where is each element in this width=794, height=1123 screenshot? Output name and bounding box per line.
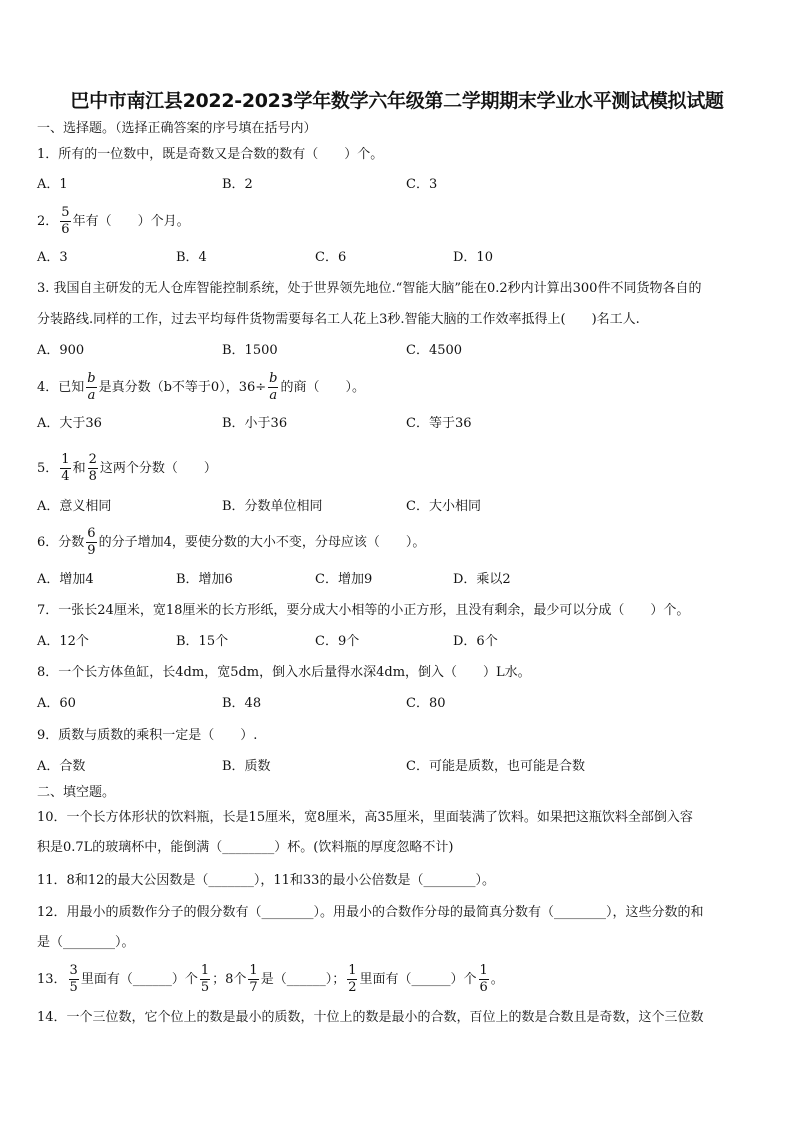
- question-12-line-2: 是（________）。: [37, 935, 135, 950]
- question-8: 8．一个长方体鱼缸，长4dm，宽5dm，倒入水后量得水深4dm，倒入（ ）L水。: [37, 665, 531, 680]
- option-4c: C．等于36: [406, 416, 472, 431]
- section-heading-fill: 二、填空题。: [37, 785, 116, 800]
- section-heading-choice: 一、选择题。（选择正确答案的序号填在括号内）: [37, 121, 317, 136]
- question-14: 14．一个三位数，它个位上的数是最小的质数，十位上的数是最小的合数，百位上的数是合数且是奇数，这个三位数: [37, 1010, 704, 1025]
- option-6a: A．增加4: [37, 572, 94, 587]
- question-6-text: 的分子增加4，要使分数的大小不变，分母应该（ ）。: [98, 535, 426, 550]
- question-13-text-5: 。: [490, 972, 504, 987]
- option-8c: C．80: [406, 696, 446, 711]
- option-1c: C．3: [406, 177, 438, 192]
- question-13: [37, 963, 504, 996]
- question-13-text-3: 是（______）；: [260, 972, 346, 987]
- question-4: [37, 371, 365, 404]
- question-4-prefix: 4．已知: [37, 380, 85, 395]
- fraction-1-2: [347, 963, 357, 996]
- option-4b: B．小于36: [222, 416, 288, 431]
- fraction-numerator: 3: [69, 963, 78, 978]
- fraction-numerator: 5: [61, 205, 70, 220]
- option-5c: C．大小相同: [406, 499, 481, 514]
- option-3a: A．900: [37, 343, 85, 358]
- fraction-numerator: 1: [348, 963, 357, 978]
- option-8b: B．48: [222, 696, 262, 711]
- option-2d: D．10: [453, 250, 493, 265]
- option-1b: B．2: [222, 177, 253, 192]
- question-6-prefix: 6．分数: [37, 535, 85, 550]
- option-9b: B．质数: [222, 759, 271, 774]
- question-3-line-2: 分装路线.同样的工作，过去平均每件货物需要每名工人花上3秒.智能大脑的工作效率抵得上( )名工人.: [37, 312, 640, 327]
- fraction-numerator: 1: [61, 452, 70, 467]
- fraction-denominator: 5: [69, 980, 78, 995]
- question-9: 9．质数与质数的乘积一定是（ ）.: [37, 728, 258, 743]
- option-6b: B．增加6: [176, 572, 233, 587]
- fraction-1-4: [60, 452, 70, 485]
- fraction-numerator: 1: [200, 963, 210, 978]
- question-11: 11．8和12的最大公因数是（_______），11和33的最小公倍数是（________）。: [37, 873, 495, 888]
- fraction-6-9: [86, 526, 96, 559]
- question-2: [37, 205, 190, 238]
- option-6c: C．增加9: [315, 572, 373, 587]
- fraction-numerator: b: [87, 371, 96, 386]
- question-6: [37, 526, 425, 559]
- fraction-denominator: 7: [249, 980, 258, 995]
- question-1: 1．所有的一位数中，既是奇数又是合数的数有（ ）个。: [37, 147, 384, 162]
- option-8a: A．60: [37, 696, 76, 711]
- question-5: [37, 452, 217, 485]
- fraction-denominator: a: [269, 388, 278, 403]
- question-3-line-1: 3. 我国自主研发的无人仓库智能控制系统，处于世界领先地位.“智能大脑”能在0.2秒内计算出300件不同货物各自的: [37, 281, 702, 296]
- option-9c: C．可能是质数，也可能是合数: [406, 759, 585, 774]
- option-7a: A．12个: [37, 634, 89, 649]
- option-2a: A．3: [37, 250, 68, 265]
- fraction-denominator: 8: [88, 469, 97, 484]
- option-2c: C．6: [315, 250, 347, 265]
- fraction-denominator: 6: [61, 222, 70, 237]
- question-10-line-1: 10．一个长方体形状的饮料瓶，长是15厘米，宽8厘米，高35厘米，里面装满了饮料。如果把这瓶饮料全部倒入容: [37, 810, 693, 825]
- question-13-text-1: 里面有（______）个: [80, 972, 198, 987]
- question-4-text: 的商（ ）。: [280, 380, 365, 395]
- question-5-text: 这两个分数（ ）: [99, 461, 217, 476]
- fraction-denominator: 5: [200, 980, 210, 995]
- fraction-b-a-2: [268, 371, 278, 404]
- option-2b: B．4: [176, 250, 207, 265]
- question-13-prefix: 13．: [37, 972, 67, 987]
- question-12-line-1: 12．用最小的质数作分子的假分数有（________）。用最小的合数作分母的最简真分数有（________），这些分数的和: [37, 905, 704, 920]
- fraction-5-6: [60, 205, 70, 238]
- option-3c: C．4500: [406, 343, 463, 358]
- option-5b: B．分数单位相同: [222, 499, 323, 514]
- fraction-1-7: [248, 963, 258, 996]
- fraction-1-6: [479, 963, 489, 996]
- question-2-text: 年有（ ）个月。: [72, 214, 190, 229]
- option-7c: C．9个: [315, 634, 360, 649]
- fraction-2-8: [88, 452, 98, 485]
- fraction-numerator: 1: [479, 963, 488, 978]
- option-7d: D．6个: [453, 634, 498, 649]
- question-13-text-2: ；8个: [212, 972, 247, 987]
- fraction-numerator: 2: [88, 452, 97, 467]
- option-7b: B．15个: [176, 634, 229, 649]
- fraction-denominator: 6: [479, 980, 488, 995]
- fraction-denominator: a: [87, 388, 96, 403]
- option-6d: D．乘以2: [453, 572, 511, 587]
- question-5-prefix: 5．: [37, 461, 59, 476]
- option-3b: B．1500: [222, 343, 278, 358]
- fraction-denominator: 4: [61, 469, 70, 484]
- fraction-numerator: b: [269, 371, 278, 386]
- question-5-middle: 和: [72, 461, 86, 476]
- page-title: 巴中市南江县2022-2023学年数学六年级第二学期期末学业水平测试模拟试题: [70, 90, 724, 112]
- option-5a: A．意义相同: [37, 499, 112, 514]
- fraction-numerator: 1: [249, 963, 258, 978]
- question-10-line-2: 积是0.7L的玻璃杯中，能倒满（________）杯。(饮料瓶的厚度忽略不计): [37, 840, 454, 855]
- fraction-denominator: 9: [87, 543, 96, 558]
- option-1a: A．1: [37, 177, 68, 192]
- fraction-1-5: [200, 963, 210, 996]
- question-2-prefix: 2．: [37, 214, 59, 229]
- fraction-denominator: 2: [348, 980, 357, 995]
- fraction-3-5: [69, 963, 79, 996]
- question-13-text-4: 里面有（______）个: [359, 972, 477, 987]
- question-4-middle: 是真分数（b不等于0），36÷: [98, 380, 267, 395]
- fraction-numerator: 6: [87, 526, 96, 541]
- question-7: 7．一张长24厘米，宽18厘米的长方形纸，要分成大小相等的小正方形，且没有剩余，最少可以分成（ ）个。: [37, 603, 690, 618]
- fraction-b-a: [86, 371, 96, 404]
- option-4a: A．大于36: [37, 416, 102, 431]
- option-9a: A．合数: [37, 759, 86, 774]
